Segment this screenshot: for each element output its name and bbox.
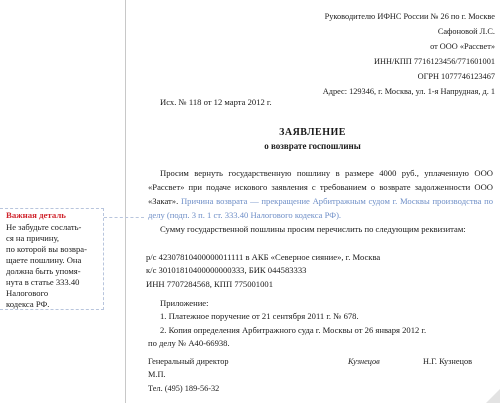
contact-phone: Тел. (495) 189-56-32	[148, 384, 220, 393]
body-paragraph-2	[148, 222, 493, 236]
callout-line: ся на причину,	[6, 233, 60, 243]
requisites-intro: Сумму государственной пошлины просим перечислить по следующим реквизитам:	[160, 224, 466, 234]
callout-title: Важная деталь	[6, 210, 66, 220]
attachment-item-2: 2. Копия определения Арбитражного суда г. Москвы от 26 января 2012 г.	[160, 325, 427, 335]
callout-border	[0, 208, 104, 310]
document-title: ЗАЯВЛЕНИЕ	[279, 127, 346, 138]
addressee-address: Адрес: 129346, г. Москва, ул. 1-я Напрудная, д. 1	[322, 87, 495, 96]
refund-reason-text: Причина возврата — прекращение Арбитражным судом г. Москвы производства по делу (подп. 3 п. 1 ст. 333.40 Налогового кодекса РФ).	[148, 196, 493, 220]
requisites-inn-kpp: ИНН 7707284568, КПП 775001001	[146, 279, 273, 289]
stamp-place: М.П.	[148, 370, 166, 379]
callout-line: кодекса РФ.	[6, 299, 50, 309]
page-fold-corner	[486, 389, 500, 403]
callout-line: по которой вы возвра-	[6, 244, 87, 254]
refund-request-text: Просим вернуть государственную пошлину в размере 4000 руб., уплаченную ООО «Рассвет» при подаче искового заявления с требованием о возврате задолженности ООО «Закат».	[148, 168, 493, 206]
addressee-inn-kpp: ИНН/КПП 7716123456/771601001	[374, 57, 495, 66]
addressee-block	[305, 9, 495, 99]
callout-line: Налогового	[6, 288, 49, 298]
callout-line: должна быть упомя-	[6, 266, 81, 276]
requisites-corr-account: к/с 30101810400000000333, БИК 044583333	[146, 265, 307, 275]
requisites-account: р/с 42307810400000011111 в АКБ «Северное сияние», г. Москва	[146, 252, 381, 262]
signature: Кузнецов	[348, 357, 380, 366]
document-subtitle: о возврате госпошлины	[264, 141, 361, 151]
attachments-heading: Приложение:	[160, 298, 209, 308]
addressee-ogrn: ОГРН 1077746123467	[417, 72, 495, 81]
signer-name: Н.Г. Кузнецов	[423, 357, 473, 366]
addressee-from: от ООО «Рассвет»	[430, 42, 495, 51]
callout-line: щаете пошлину. Она	[6, 255, 82, 265]
body-paragraph-1	[148, 166, 493, 222]
callout-line: нута в статье 333.40	[6, 277, 80, 287]
addressee-name: Сафоновой Л.С.	[437, 27, 495, 36]
callout-leader-line	[104, 217, 144, 218]
addressee-recipient: Руководителю ИФНС России № 26 по г. Москве	[324, 12, 495, 21]
callout-line: Не забудьте сослать-	[6, 222, 82, 232]
attachment-item-2-cont: по делу № А40-66938.	[148, 338, 230, 348]
attachment-item-1: 1. Платежное поручение от 21 сентября 2011 г. № 678.	[160, 311, 359, 321]
signer-position: Генеральный директор	[148, 357, 229, 366]
outgoing-number: Исх. № 118 от 12 марта 2012 г.	[160, 97, 272, 107]
